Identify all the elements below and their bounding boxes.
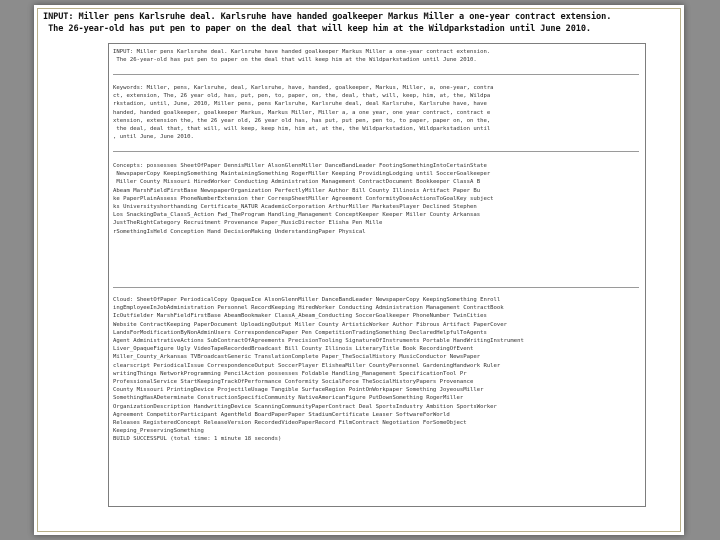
keywords-section: Keywords: Miller, pens, Karlsruhe, deal, Karlsruhe, have, handed, goalkeeper, Markus, Miller, a, one-year, contra ct, extension, The, 26 year old, has, put, pen, to, paper, on, the, deal, that, will, keep, him, at, the, Wildpa rkstadion, until, June, 2010, Miller pens, pens Karlsruhe, Karlsruhe deal, deal Karlsruhe, Karlsruhe have, have handed, handed goalkeeper, goalkeeper Markus, Markus Miller, Miller a, a one year, one year contract, contract e xtension, extension the, the 26 year old, 26 year old has, has put, put pen, pen to, to paper, paper on, on the, the deal, deal that, that will, will keep, keep him, him at, at the, the Wildparkstadion, Wildparkstadion until , until June, June 2010. xyxy=(113,85,494,141)
scanned-output-document xyxy=(108,43,646,507)
page-card xyxy=(34,5,684,535)
input-section: INPUT: Miller pens Karlsruhe deal. Karlsruhe have handed goalkeeper Markus Miller a one-year contract extension. The 26-year-old has put pen to paper on the deal that will keep him at the Wildparkstadion until June 2010. xyxy=(113,49,491,64)
section-divider xyxy=(113,287,639,288)
section-divider xyxy=(113,151,639,152)
cloud-section: Cloud: SheetOfPaper PeriodicalCopy OpaqueIce AlsonGlennMiller DanceBandLeader NewspaperCopy KeepingSomething Enroll ingEmployeeInJobAdministration Personnel RecordKeeping HiredWorker Conducting Administration Management ContractBook IcOutfielder MarshFieldFirstBase AbeamBookmaker ClassA_Abeam_Conducting SoccerGoalkeeper PhoneNumber TwinCities Website ContractKeeping PaperDocument UploadingOutput Miller County ArtisticWorker Author Fibrous Artifact PaperCover LandsForModificationByNonAdminUsers CorrespondencePaper Pen CompetitionTradingSomething DeclaredHelpfulToAgents Agent AdministrativeActions SubContractOfAgreements PrecisionTooling SignatureOfInstruments Portable HandWritingInstrument Liver_OpaqueFigure Ugly VideoTapeRecordedBroadcast Bill County Illinois LiteraryTitle Book RecordingOfEvent Miller_County_Arkansas TVBroadcastGeneric TranslationComplete Paper_TheSocialHistory MusicConductor NewsPaper clearscript PeriodicalIssue CorrespondenceOutput SoccerPlayer ElisheaMiller CountyPersonnel GardeningHandwork Ruler writingThings NetworkProgramming PencilAction possesses Foldable Handling_Management SpecificationTool Pr ProfessionalService StartKeepingTrackOfPerformance Conformity SocialForce TheSocialHistoryPapers Provenance County Missouri PrintingDevice ProjectileUsage Tangible SurfaceRegion PointOnWorkpaper Something JoyeousMiller SomethingHasADeterminate ConstructionSpecificCommunity NativeAmericanFigure PutDownSomething RogerMiller OrganizationDescription HandwritingDevice ScanningCommunityPaperContract Deal SportsIndustry Ambition SportsWorker Agreement CompetitorParticipant AgentHeld BoardPaperPaper StadiumCertificate Leaser SoftwareForWorld Releases RegisteredConcept ReleaseVersion RecordedVideoPaperRecord FilmContract Negotiation ForSomeObject Keeping_PreservingSomething BUILD SUCCESSFUL (total time: 1 minute 18 seconds) xyxy=(113,297,524,443)
input-heading: INPUT: Miller pens Karlsruhe deal. Karlsruhe have handed goalkeeper Markus Miller a one-year contract extension. The 26-year-old has put pen to paper on the deal that will keep him at the Wildparkstadion until June 2010. xyxy=(43,12,612,34)
concepts-section: Concepts: possesses SheetOfPaper DennisMiller AlsonGlennMiller DanceBandLeader FootingSomethingIntoCertainState NewspaperCopy KeepingSomething MaintainingSomething RogerMiller Keeping ProvidingLodging until SoccerGoalkeeper Miller County Missouri HiredWorker Conducting Administration Management ContractDocument Bookkeeper ClassA B Abeam MarshFieldFirstBase NewspaperOrganization PerfectlyMiller Author Bill County Illinois Artifact Paper Bu ke PaperPlainAssess PhoneNumberExtension ther CorrespSheetMiller Agreement ConformityDoesActionsToGoalKey subject ks Universityshorthanding Certificate_NATUR AcademicCorporation ArthurMiller MarkatesPlayer Declined Stephen Los SnackingData_ClassS_Action Fwd_TheProgram Handling_Management ConceptKeeper Keeper Miller County Arkansas JustTheRightCategory Recruitment Provenance Paper_MusicDirector Elisha Pen Mille rSomethingIsHeld Conception Hand DecisionMaking UnderstandingPaper Physical xyxy=(113,163,494,235)
section-divider xyxy=(113,74,639,75)
